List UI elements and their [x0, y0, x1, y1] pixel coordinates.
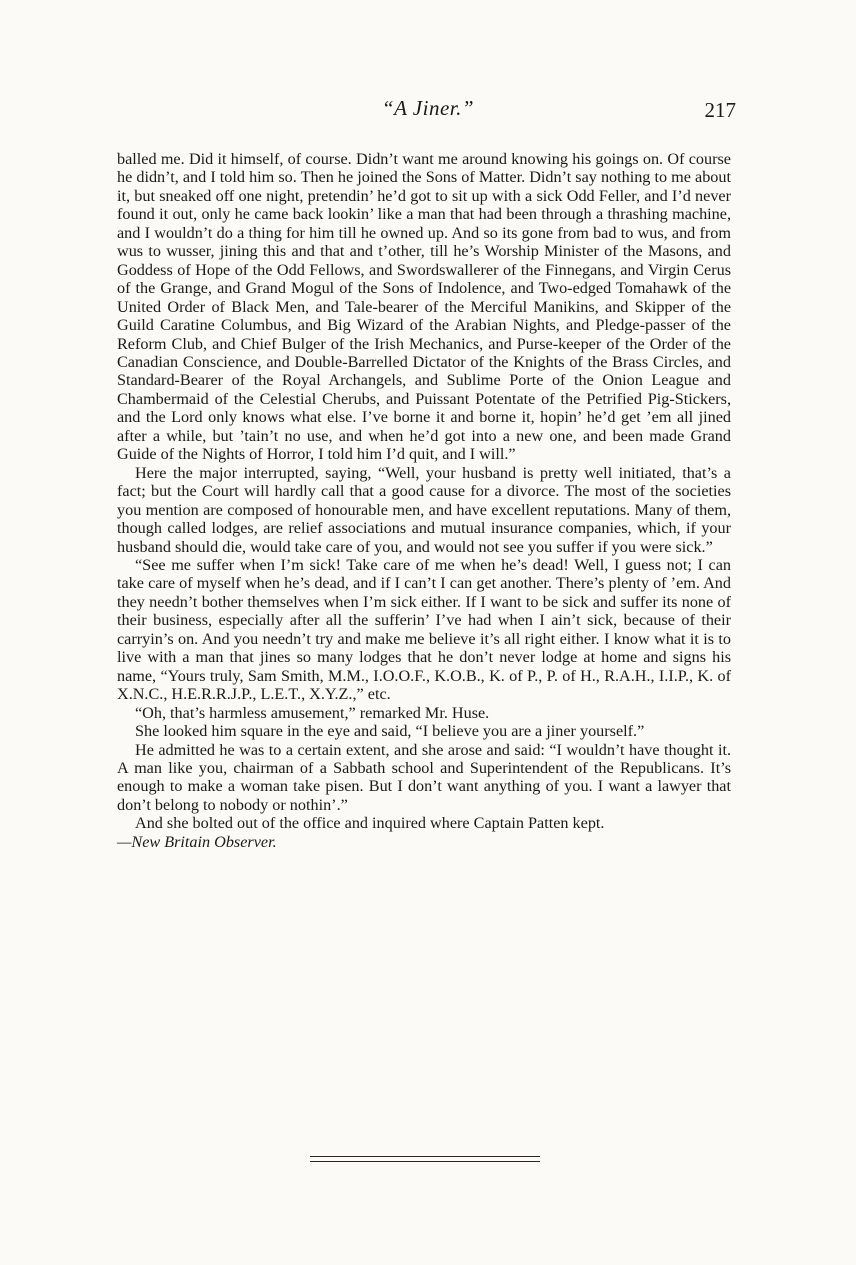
paragraph: Here the major interrupted, saying, “Well, your husband is pretty well initiated, that’s a fact; but the Court will hardly call that a good cause for a divorce. The most of the societies you mention are composed of honourable men, and have excellent reputations. Many of them, though called lodges, are relief associations and mutual insurance companies, which, if your husband should die, would take care of you, and would not see you suffer if you were sick.” — [117, 463, 731, 556]
running-title: “A Jiner.” — [381, 96, 475, 120]
paragraph: He admitted he was to a certain extent, and she arose and said: “I wouldn’t have thought it. A man like you, chairman of a Sabbath school and Superintendent of the Republicans. It’s enough to make a woman take pisen. But I don’t want anything of you. I want a lawyer that don’t belong to nobody or nothin’.” — [117, 740, 731, 814]
body-text — [117, 150, 731, 851]
source-credit: —New Britain Observer. — [117, 832, 277, 851]
paragraph: And she bolted out of the office and inquired where Captain Patten kept. — [135, 814, 605, 833]
paragraph: balled me. Did it himself, of course. Didn’t want me around knowing his goings on. Of course he didn’t, and I told him so. Then he joined the Sons of Matter. Didn’t say nothing to me about it, but sneaked off one night, pretendin’ he’d got to sit up with a sick Odd Feller, and I’d never found it out, only he came back lookin’ like a man that had been through a thrashing machine, and I wouldn’t do a thing for him till he owned up. And so its gone from bad to wus, and from wus to wusser, jining this and that and t’other, till he’s Worship Minister of the Masons, and Goddess of Hope of the Odd Fellows, and Swordswallerer of the Finnegans, and Virgin Cerus of the Grange, and Grand Mogul of the Sons of Indolence, and Two-edged Tomahawk of the United Order of Black Men, and Tale-bearer of the Merciful Manikins, and Skipper of the Guild Caratine Columbus, and Big Wizard of the Arabian Nights, and Pledge-passer of the Reform Club, and Chief Bulger of the Irish Mechanics, and Purse-keeper of the Order of the Canadian Conscience, and Double-Barrelled Dictator of the Knights of the Brass Circles, and Standard-Bearer of the Royal Archangels, and Sublime Porte of the Onion League and Chambermaid of the Celestial Cherubs, and Puissant Potentate of the Petrified Pig-Stickers, and the Lord only knows what else. I’ve borne it and borne it, hopin’ he’d get ’em all jined after a while, but ’tain’t no use, and when he’d got into a new one, and been made Grand Guide of the Nights of Horror, I told him I’d quit, and I will.” — [117, 150, 731, 464]
end-rule — [310, 1156, 540, 1157]
paragraph: She looked him square in the eye and said, “I believe you are a jiner yourself.” — [135, 722, 645, 741]
page-number: 217 — [704, 98, 736, 122]
end-rule — [310, 1161, 540, 1162]
paragraph: “See me suffer when I’m sick! Take care of me when he’s dead! Well, I guess not; I can take care of myself when he’s dead, and if I can’t I can get another. There’s plenty of ’em. And they needn’t bother themselves when I’m sick either. If I want to be sick and suffer its none of their business, especially after all the sufferin’ I’ve had when I ain’t sick, because of their carryin’s on. And you needn’t try and make me believe it’s all right either. I know what it is to live with a man that jines so many lodges that he don’t never lodge at home and signs his name, “Yours truly, Sam Smith, M.M., I.O.O.F., K.O.B., K. of P., P. of H., R.A.H., I.I.P., K. of X.N.C., H.E.R.R.J.P., L.E.T., X.Y.Z.,” etc. — [117, 555, 731, 704]
paragraph: “Oh, that’s harmless amusement,” remarked Mr. Huse. — [135, 703, 490, 722]
